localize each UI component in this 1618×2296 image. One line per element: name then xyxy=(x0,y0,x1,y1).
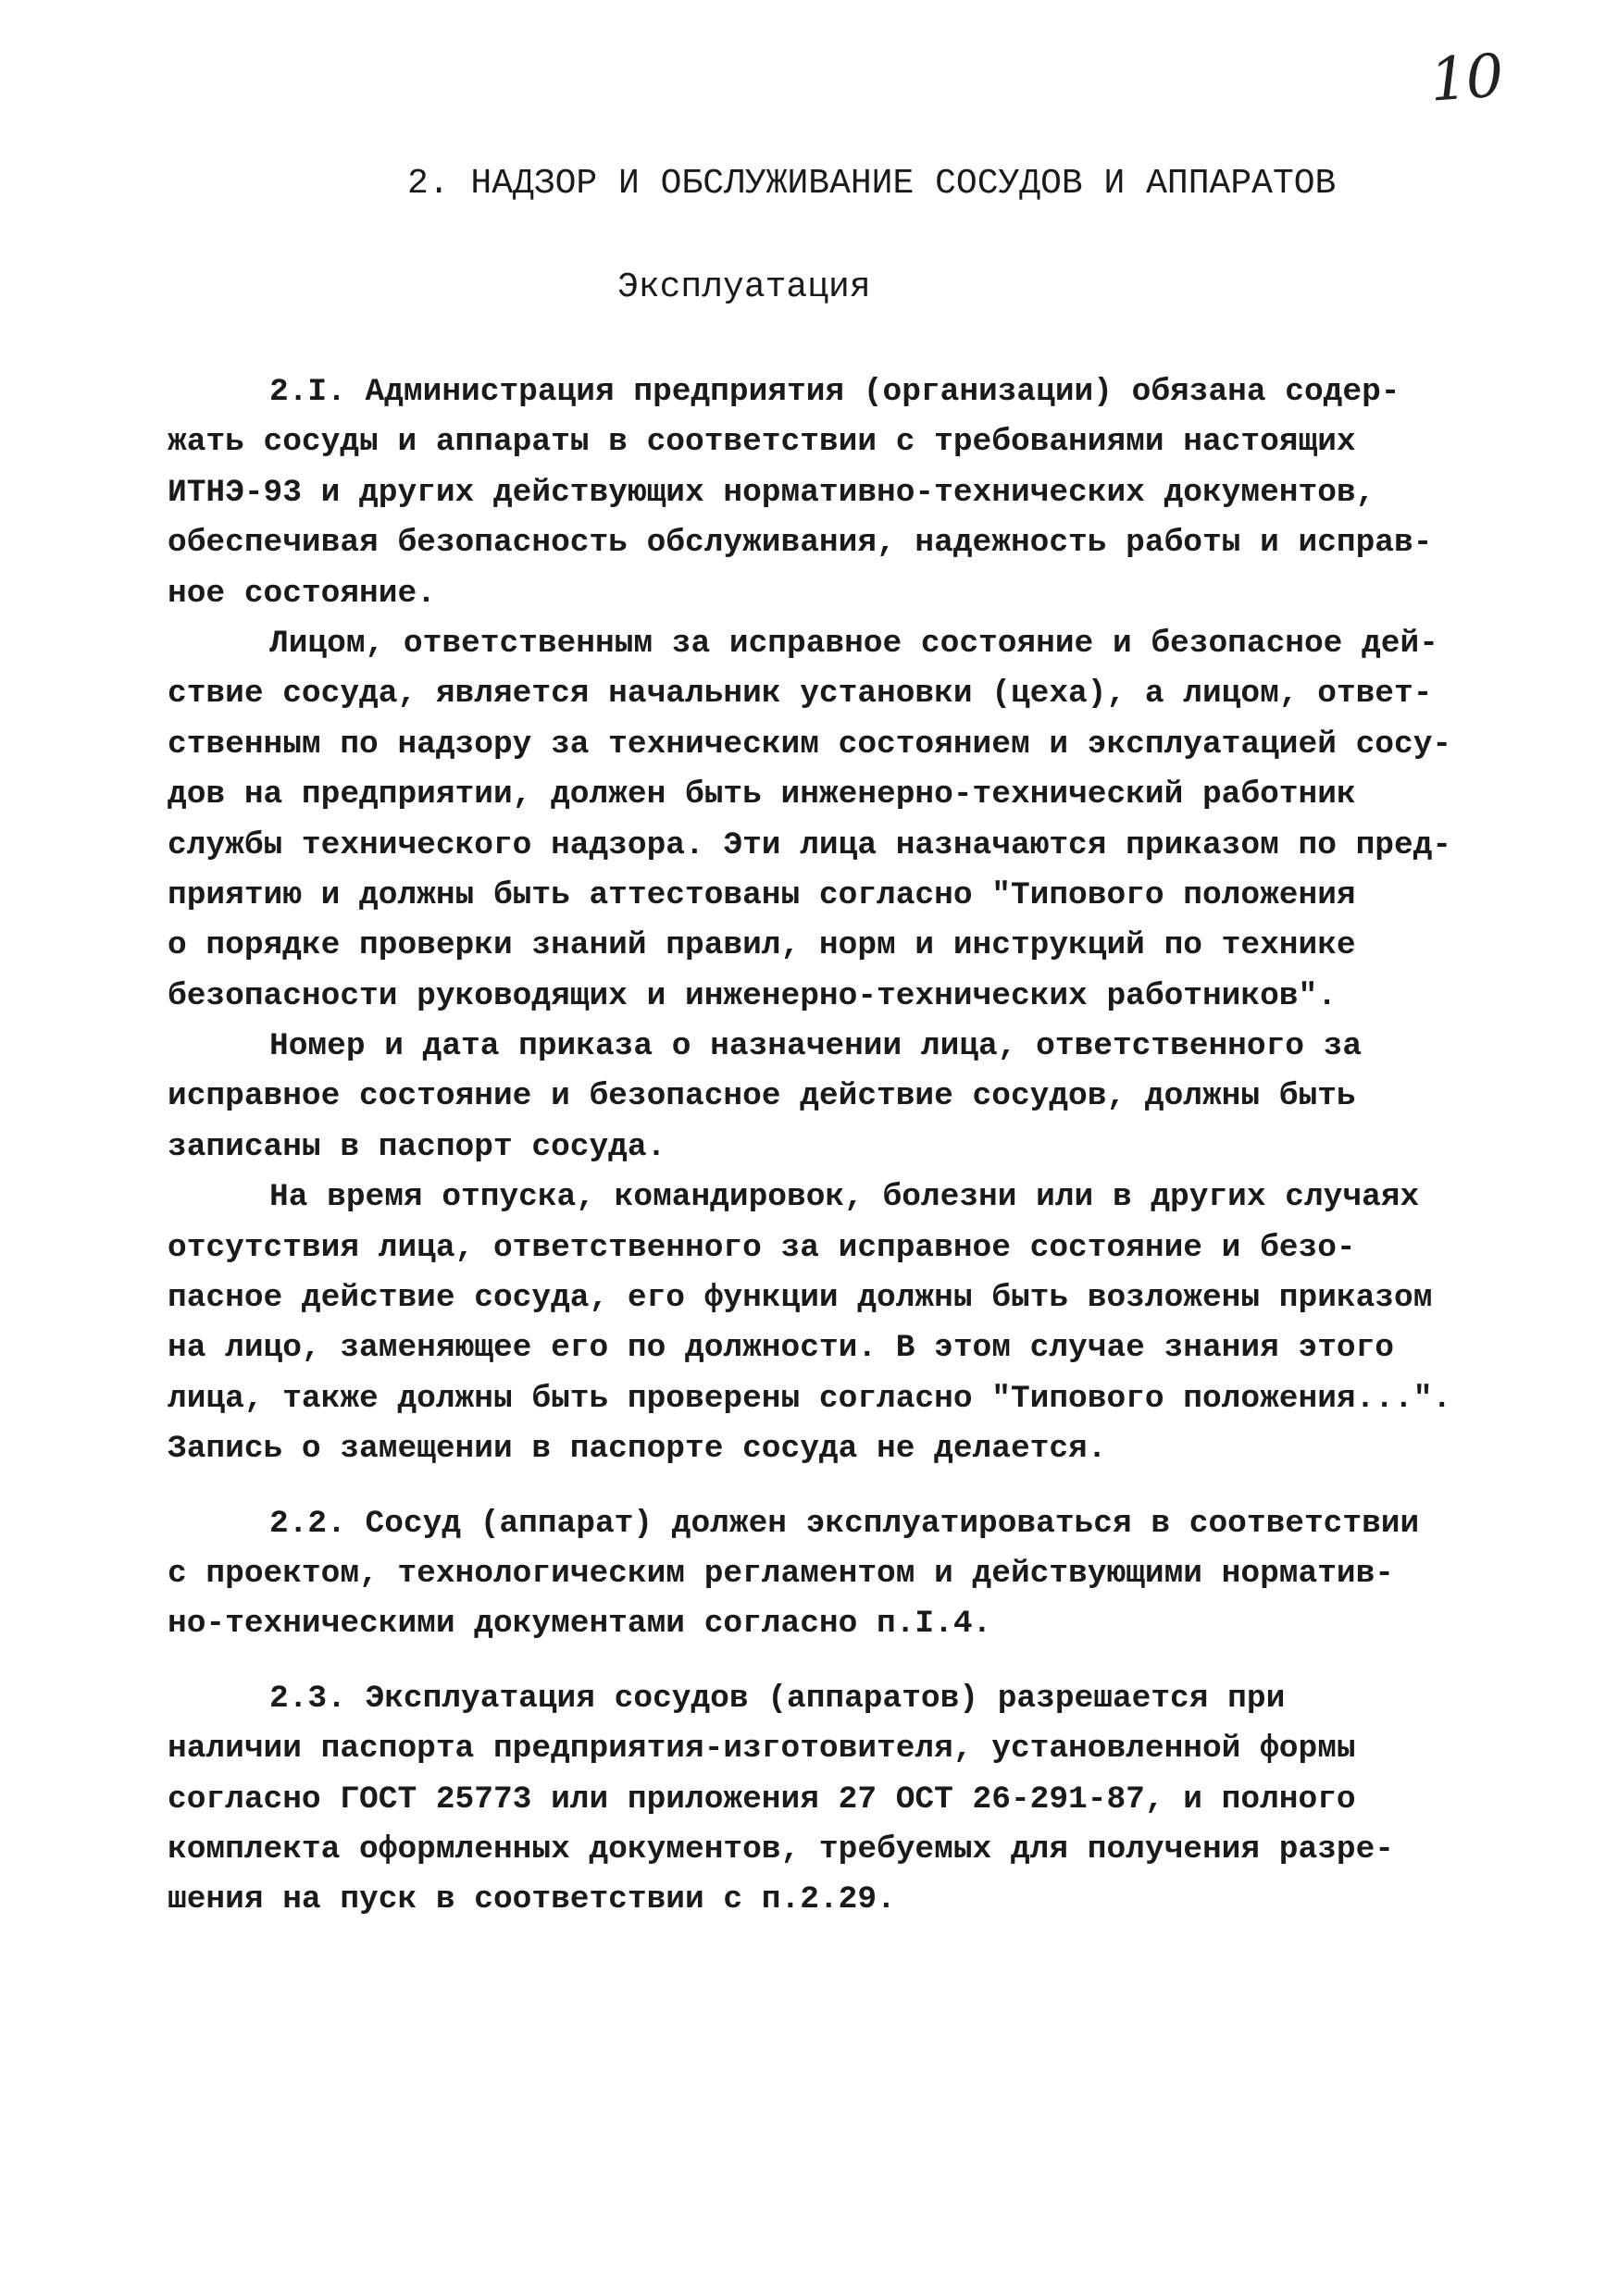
page-number: 10 xyxy=(1427,42,1504,116)
text-line: безопасности руководящих и инженерно-технических работников". xyxy=(168,977,1337,1014)
text-line: записаны в паспорт сосуда. xyxy=(168,1128,666,1165)
text-line: о порядке проверки знаний правил, норм и инструкций по технике xyxy=(168,927,1356,964)
text-line: 2.3. Эксплуатация сосудов (аппаратов) разрешается при xyxy=(269,1680,1286,1717)
text-line: Номер и дата приказа о назначении лица, ответственного за xyxy=(269,1028,1363,1065)
text-line: 2.2. Сосуд (аппарат) должен эксплуатироваться в соответствии xyxy=(269,1505,1420,1542)
document-body xyxy=(168,367,1519,1926)
text-line: приятию и должны быть аттестованы согласно "Типового положения xyxy=(168,876,1356,913)
paragraph-responsible-persons xyxy=(168,619,1519,1022)
paragraph-2-2 xyxy=(168,1499,1519,1650)
text-line: Запись о замещении в паспорте сосуда не делается. xyxy=(168,1431,1107,1468)
text-line: пасное действие сосуда, его функции должны быть возложены приказом xyxy=(168,1280,1433,1317)
text-line: обеспечивая безопасность обслуживания, надежность работы и исправ- xyxy=(168,525,1433,562)
text-line: жать сосуды и аппараты в соответствии с требованиями настоящих xyxy=(168,424,1356,461)
paragraph-gap xyxy=(168,1650,1519,1674)
paragraph-absence xyxy=(168,1173,1519,1474)
paragraph-2-3 xyxy=(168,1674,1519,1926)
text-line: На время отпуска, командировок, болезни или в других случаях xyxy=(269,1179,1420,1216)
subsection-title: Эксплуатация xyxy=(617,267,871,307)
text-line: ственным по надзору за техническим состоянием и эксплуатацией сосу- xyxy=(168,726,1452,763)
paragraph-gap xyxy=(168,1475,1519,1499)
text-line: Лицом, ответственным за исправное состояние и безопасное дей- xyxy=(269,625,1438,662)
text-line: согласно ГОСТ 25773 или приложения 27 ОСТ 26-291-87, и полного xyxy=(168,1781,1356,1818)
paragraph-2-1 xyxy=(168,367,1519,619)
text-line: на лицо, заменяющее его по должности. В этом случае знания этого xyxy=(168,1330,1395,1367)
paragraph-order-number xyxy=(168,1022,1519,1173)
text-line: ствие сосуда, является начальник установки (цеха), а лицом, ответ- xyxy=(168,676,1433,713)
text-line: наличии паспорта предприятия-изготовителя, установленной формы xyxy=(168,1731,1356,1768)
text-line: ное состояние. xyxy=(168,575,436,612)
text-line: 2.I. Администрация предприятия (организации) обязана содер- xyxy=(269,374,1400,410)
text-line: шения на пуск в соответствии с п.2.29. xyxy=(168,1881,896,1918)
text-line: комплекта оформленных документов, требуемых для получения разре- xyxy=(168,1831,1395,1868)
text-line: с проектом, технологическим регламентом и действующими норматив- xyxy=(168,1555,1395,1592)
text-line: службы технического надзора. Эти лица назначаются приказом по пред- xyxy=(168,826,1452,863)
text-line: исправное состояние и безопасное действие сосудов, должны быть xyxy=(168,1078,1356,1115)
text-line: но-техническими документами согласно п.I.4. xyxy=(168,1606,992,1643)
text-line: лица, также должны быть проверены согласно "Типового положения...". xyxy=(168,1380,1452,1417)
text-line: ИТНЭ-93 и других действующих нормативно-технических документов, xyxy=(168,474,1375,511)
section-title: 2. НАДЗОР И ОБСЛУЖИВАНИЕ СОСУДОВ И АППАРАТОВ xyxy=(407,164,1337,204)
text-line: отсутствия лица, ответственного за исправное состояние и безо- xyxy=(168,1229,1356,1266)
text-line: дов на предприятии, должен быть инженерно-технический работник xyxy=(168,776,1356,813)
